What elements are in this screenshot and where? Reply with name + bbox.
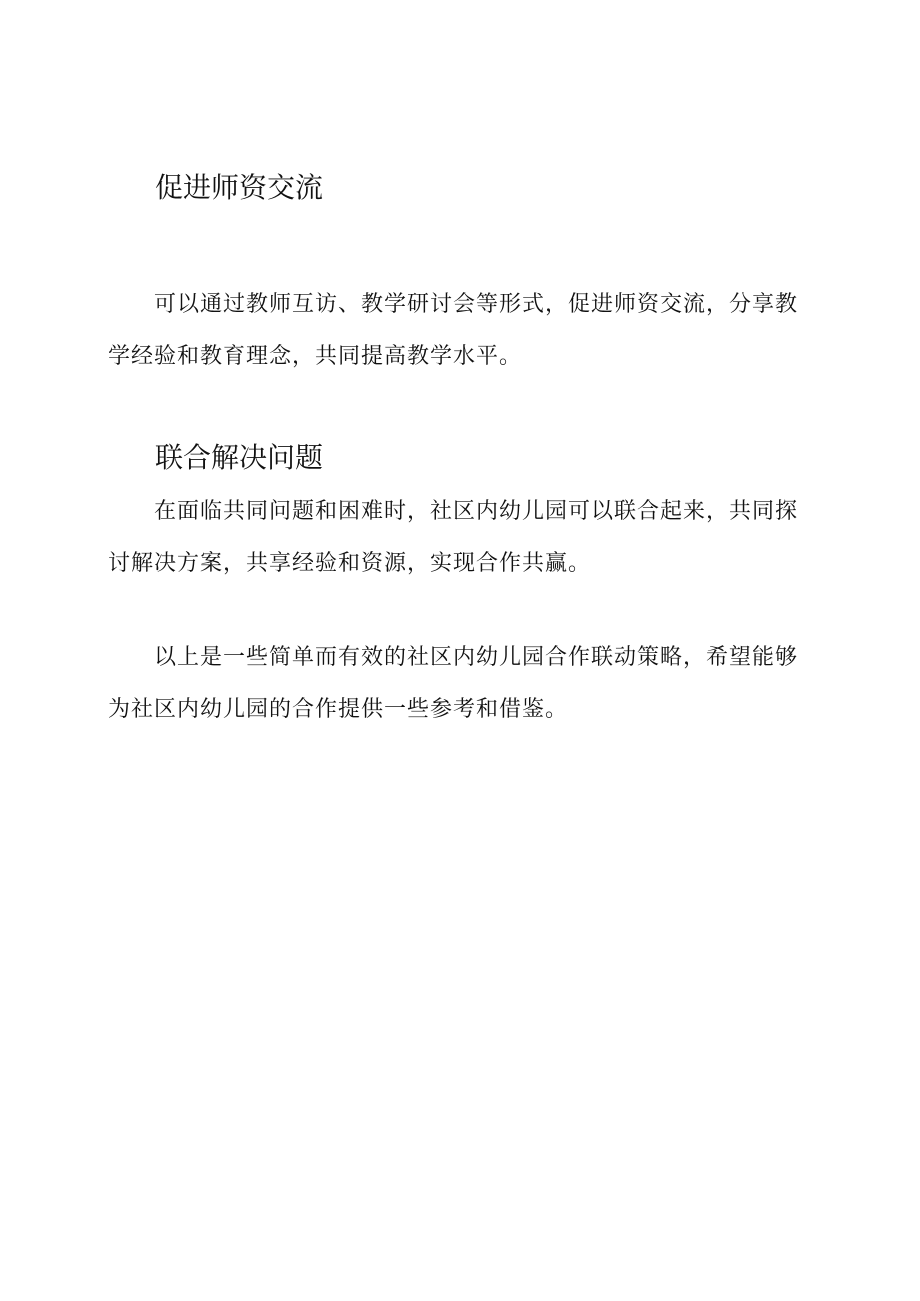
section-heading-joint-problem-solving: 联合解决问题 (155, 441, 324, 474)
conclusion-paragraph: 以上是一些简单而有效的社区内幼儿园合作联动策略，希望能够为社区内幼儿园的合作提供一些参考和借鉴。 (108, 645, 799, 722)
section-paragraph-joint-problem-solving: 在面临共同问题和困难时，社区内幼儿园可以联合起来，共同探讨解决方案，共享经验和资源，实现合作共赢。 (108, 499, 799, 576)
section-heading-teacher-exchange: 促进师资交流 (155, 171, 324, 204)
section-paragraph-teacher-exchange: 可以通过教师互访、教学研讨会等形式，促进师资交流，分享教学经验和教育理念，共同提高教学水平。 (108, 292, 799, 369)
